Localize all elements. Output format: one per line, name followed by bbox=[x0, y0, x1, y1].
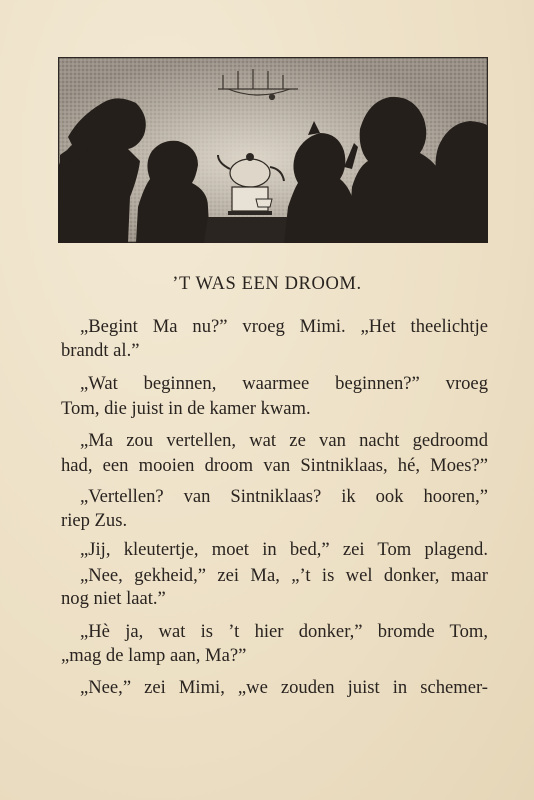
text-line: „Wat beginnen, waarmee beginnen?” vroeg bbox=[80, 373, 488, 394]
text-line: nog niet laat.” bbox=[61, 588, 166, 609]
text-line: „Ma zou vertellen, wat ze van nacht gedroomd bbox=[80, 430, 488, 451]
text-line: „Jij, kleutertje, moet in bed,” zei Tom plagend. bbox=[80, 539, 488, 560]
text-line: had, een mooien droom van Sintniklaas, hé, Moes?” bbox=[61, 455, 488, 476]
text-line: „Begint Ma nu?” vroeg Mimi. „Het theelichtje bbox=[80, 316, 488, 337]
silhouette-illustration bbox=[58, 57, 488, 243]
text-line: „Nee,” zei Mimi, „we zouden juist in schemer- bbox=[80, 677, 488, 698]
text-line: riep Zus. bbox=[61, 510, 128, 531]
chapter-title: ’T WAS EEN DROOM. bbox=[172, 274, 362, 294]
text-line: „Hè ja, wat is ’t hier donker,” bromde Tom, bbox=[80, 621, 488, 642]
text-line: brandt al.” bbox=[61, 340, 140, 361]
text-line: Tom, die juist in de kamer kwam. bbox=[61, 398, 311, 419]
text-line: „Vertellen? van Sintniklaas? ik ook hooren,” bbox=[80, 486, 488, 507]
text-line: „mag de lamp aan, Ma?” bbox=[61, 645, 247, 666]
text-line: „Nee, gekheid,” zei Ma, „’t is wel donker, maar bbox=[80, 565, 488, 586]
